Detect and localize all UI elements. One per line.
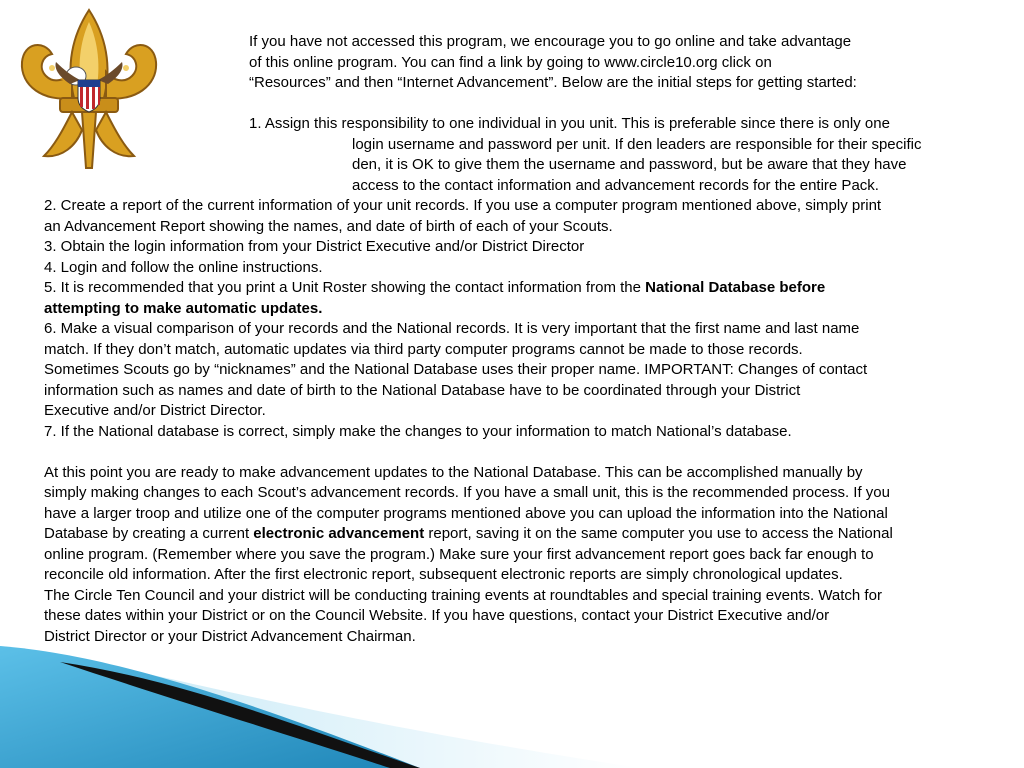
main-text <box>44 196 1016 647</box>
bold-text: electronic advancement <box>253 525 425 542</box>
text-line: The Circle Ten Council and your district will be conducting training events at roundtables and special training events. Watch for <box>44 586 882 604</box>
bold-text: attempting to make automatic updates. <box>44 299 323 317</box>
text-line: 5. It is recommended that you print a Unit Roster showing the contact information from the <box>44 279 646 296</box>
bold-text: National Database before <box>645 279 826 296</box>
fleur-de-lis-eagle-emblem-icon <box>14 6 164 174</box>
text-line: information such as names and date of birth to the National Database have to be coordinated through your District <box>44 381 801 399</box>
step-6 <box>44 319 1016 422</box>
text-line: report, saving it on the same computer you use to access the National <box>424 525 893 542</box>
decorative-swoosh <box>0 600 1024 768</box>
text-line: have a larger troop and utilize one of the computer programs mentioned above you can upload the information into the National <box>44 504 888 522</box>
text-line: access to the contact information and advancement records for the entire Pack. <box>352 176 879 194</box>
text-line: online program. (Remember where you save the program.) Make sure your first advancement report goes back far enough to <box>44 545 874 563</box>
step-4: 4. Login and follow the online instructions. <box>44 258 323 276</box>
text-line: an Advancement Report showing the names, and date of birth of each of your Scouts. <box>44 217 613 235</box>
text-line: den, it is OK to give them the username and password, but be aware that they have <box>352 156 907 173</box>
text-line: If you have not accessed this program, we encourage you to go online and take advantage <box>249 33 852 50</box>
text-line: Executive and/or District Director. <box>44 402 266 419</box>
text-line: 1. Assign this responsibility to one individual in you unit. This is preferable since there is only one <box>249 115 890 132</box>
text-line: “Resources” and then “Internet Advancement”. Below are the initial steps for getting started: <box>249 74 857 91</box>
step-3: 3. Obtain the login information from your District Executive and/or District Director <box>44 238 585 255</box>
text-line: Database by creating a current <box>44 525 254 542</box>
text-line: of this online program. You can find a link by going to www.circle10.org click on <box>249 53 772 71</box>
text-line: these dates within your District or on the Council Website. If you have questions, contact your District Executive and/or <box>44 607 830 624</box>
text-line: login username and password per unit. If den leaders are responsible for their specific <box>352 135 922 153</box>
text-line: reconcile old information. After the first electronic report, subsequent electronic reports are simply chronological updates. <box>44 566 843 583</box>
intro-paragraph <box>249 32 1009 94</box>
text-line: Sometimes Scouts go by “nicknames” and the National Database uses their proper name. IMPORTANT: Changes of contact <box>44 361 868 378</box>
text-line: simply making changes to each Scout’s advancement records. If you have a small unit, this is the recommended process. If you <box>44 484 890 501</box>
step-1 <box>249 114 1014 196</box>
text-line: District Director or your District Advancement Chairman. <box>44 627 416 645</box>
text-line: 6. Make a visual comparison of your records and the National records. It is very important that the first name and last name <box>44 320 860 337</box>
text-line: At this point you are ready to make advancement updates to the National Database. This can be accomplished manually by <box>44 463 863 481</box>
text-line: 2. Create a report of the current information of your unit records. If you use a computer program mentioned above, simply print <box>44 197 882 214</box>
advancement-paragraph <box>44 463 1016 586</box>
step-7: 7. If the National database is correct, simply make the changes to your information to match National’s database. <box>44 422 792 440</box>
text-line: match. If they don’t match, automatic updates via third party computer programs cannot be made to those records. <box>44 340 803 358</box>
step-5 <box>44 278 1016 319</box>
step-2 <box>44 196 1016 237</box>
